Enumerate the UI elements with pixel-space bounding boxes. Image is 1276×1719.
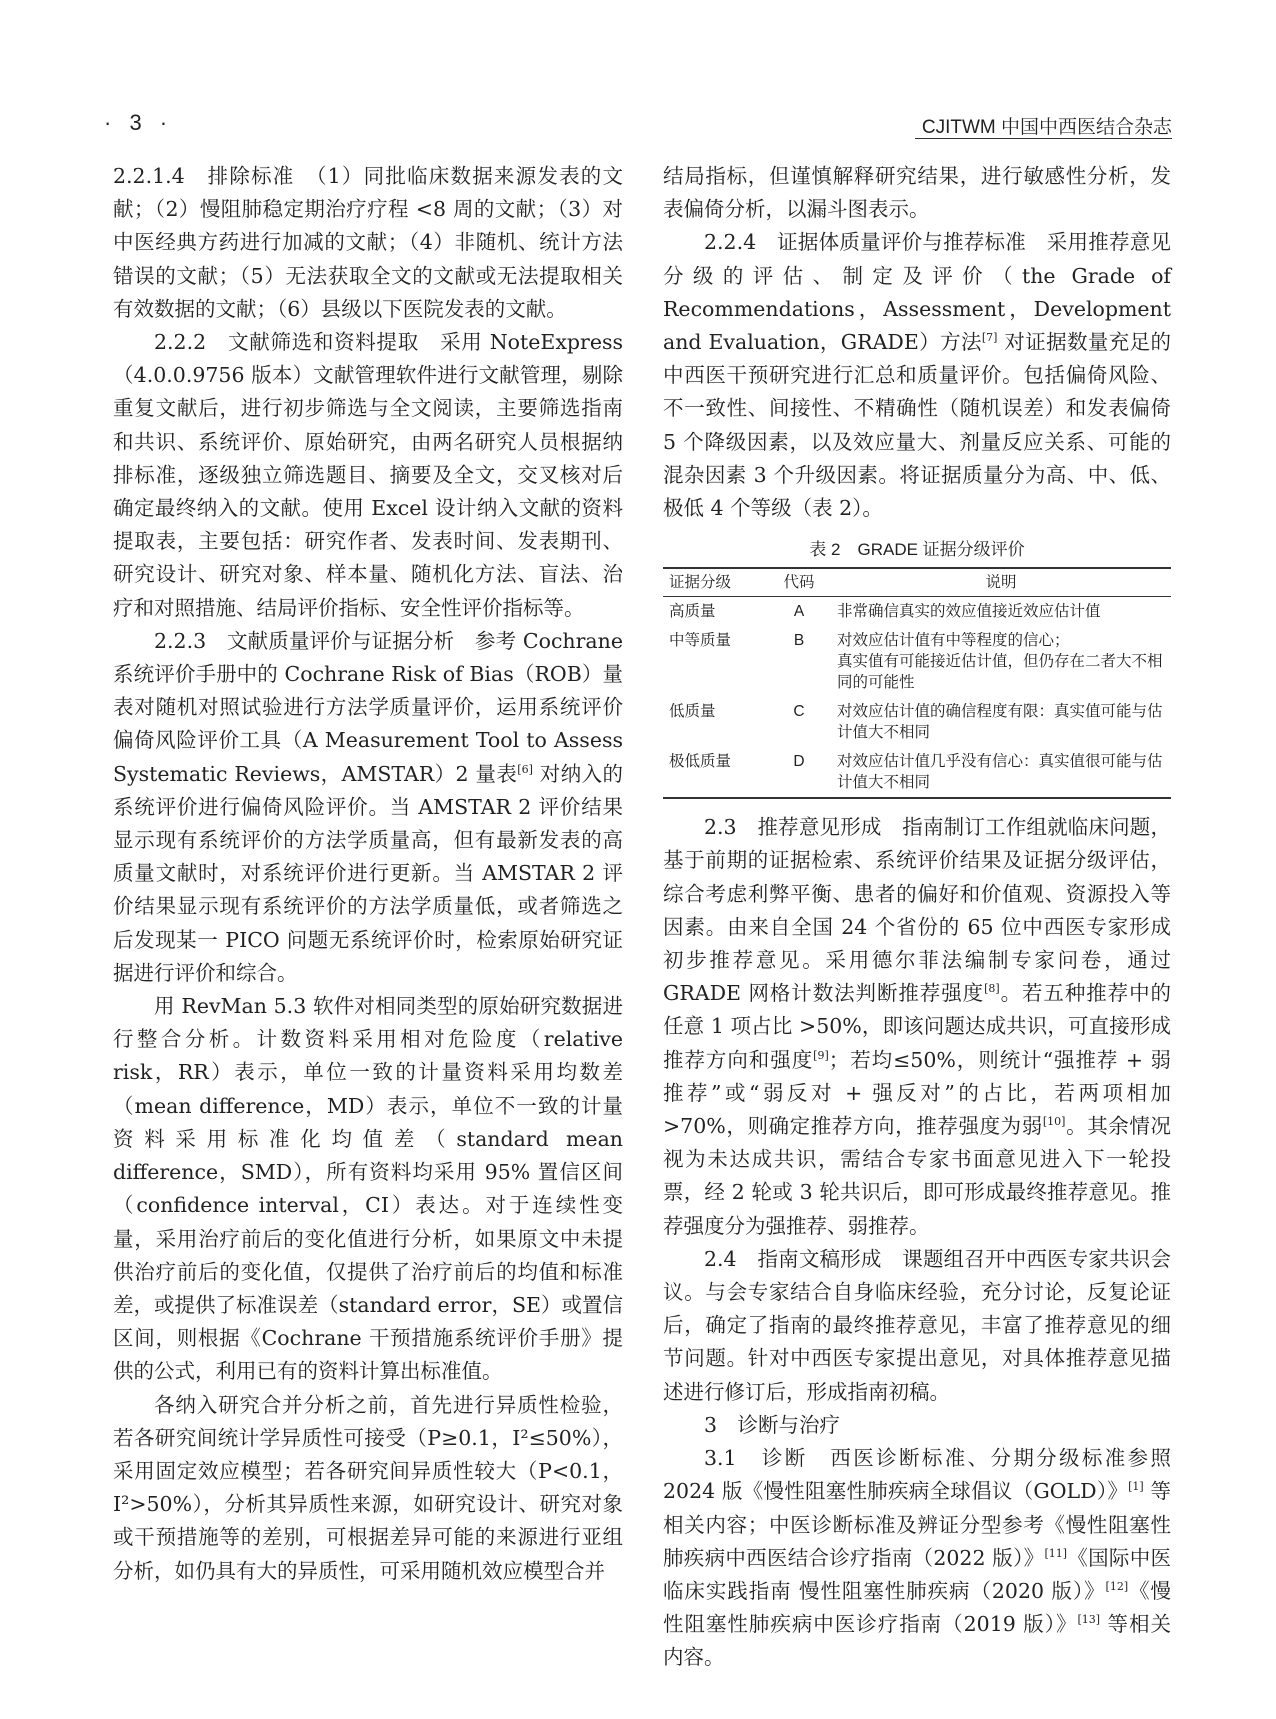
para-diagnosis: 3.1 诊断 西医诊断标准、分期分级标准参照 2024 版《慢性阻塞性肺疾病全球倡议（GOLD）》[1] 等相关内容；中医诊断标准及辨证分型参考《慢性阻塞性肺疾病中西医结合诊疗指南（2022 版）》[11]《国际中医临床实践指南 慢性阻塞性肺疾病（2020 版）》[12]《慢性阻塞性肺疾病中医诊疗指南（2019 版）》[13] 等相关内容。 <box>663 1446 1172 1670</box>
cell-description: 对效应估计值的确信程度有限：真实值可能与估计值大不相同 <box>837 702 1163 742</box>
journal-title: CJITWM 中国中西医结合杂志 <box>921 117 1172 138</box>
col-header-description: 说明 <box>831 568 1171 597</box>
cell-code: A <box>793 603 805 621</box>
page-number: · 3 · <box>104 110 174 135</box>
cell-level: 极低质量 <box>663 747 767 798</box>
cell-code: B <box>793 632 805 650</box>
cell-description: 对效应估计值有中等程度的信心； 真实值有可能接近估计值，但仍存在二者大不相同的可能性 <box>837 631 1163 692</box>
header-rule <box>915 138 1172 139</box>
cell-level: 中等质量 <box>669 631 732 650</box>
para-literature-screening: 2.2.2 文献筛选和资料提取 采用 NoteExpress（4.0.0.9756 版本）文献管理软件进行文献管理，剔除重复文献后，进行初步筛选与全文阅读，主要筛选指南和共识、系统评价、原始研究，由两名研究人员根据纳排标准，逐级独立筛选题目、摘要及全文，交叉核对后确定最终纳入的文献。使用 Excel 设计纳入文献的资料提取表，主要包括：研究作者、发表时间、发表期刊、研究设计、研究对象、样本量、随机化方法、盲法、治疗和对照措施、结局评价指标、安全性评价指标等。 <box>113 330 623 620</box>
table-row <box>663 626 1171 697</box>
para-quality-evaluation: 2.2.3 文献质量评价与证据分析 参考 Cochrane 系统评价手册中的 Cochrane Risk of Bias（ROB）量表对随机对照试验进行方法学质量评价，运用系统评价偏倚风险评价工具（A Measurement Tool to Assess Systematic Reviews，AMSTAR）2 量表[6] 对纳入的系统评价进行偏倚风险评价。当 AMSTAR 2 评价结果显示现有系统评价的方法学质量高，但有最新发表的高质量文献时，对系统评价进行更新。当 AMSTAR 2 评价结果显示现有系统评价的方法学质量低，或者筛选之后发现某一 PICO 问题无系统评价时，检索原始研究证据进行评价和综合。 <box>113 628 623 985</box>
table-row <box>663 597 1171 627</box>
cell-code: C <box>793 703 805 721</box>
section-heading-diagnosis-treatment: 3 诊断与治疗 <box>704 1412 841 1437</box>
col-header-code: 代码 <box>767 568 831 597</box>
para-outcome-continuation: 结局指标，但谨慎解释研究结果，进行敏感性分析，发表偏倚分析，以漏斗图表示。 <box>663 164 1171 222</box>
cell-description: 对效应估计值几乎没有信心：真实值很可能与估计值大不相同 <box>831 747 1171 798</box>
col-header-level: 证据分级 <box>663 568 767 597</box>
cell-code: D <box>767 747 831 798</box>
para-recommendation-formation: 2.3 推荐意见形成 指南制订工作组就临床问题，基于前期的证据检索、系统评价结果及证据分级评估，综合考虑利弊平衡、患者的偏好和价值观、资源投入等因素。由来自全国 24 个省份的 65 位中西医专家形成初步推荐意见。采用德尔菲法编制专家问卷，通过 GRADE 网格计数法判断推荐强度[8]。若五种推荐中的任意 1 项占比 >50%，即该问题达成共识，可直接形成推荐方向和强度[9]；若均≤50%，则统计“强推荐 + 弱推荐”或“弱反对 + 强反对”的占比，若两项相加 >70%，则确定推荐方向，推荐强度为弱[10]。其余情况视为未达成共识，需结合专家书面意见进入下一轮投票，经 2 轮或 3 轮共识后，即可形成最终推荐意见。推荐强度分为强推荐、弱推荐。 <box>663 815 1171 1238</box>
para-exclusion-criteria: 2.2.1.4 排除标准 （1）同批临床数据来源发表的文献；（2）慢阻肺稳定期治疗疗程 <8 周的文献；（3）对中医经典方药进行加减的文献；（4）非随机、统计方法错误的文献；（5）无法获取全文的文献或无法提取相关有效数据的文献；（6）县级以下医院发表的文献。 <box>113 164 623 321</box>
table-row <box>663 697 1171 747</box>
right-column <box>663 160 1171 1675</box>
cell-level: 高质量 <box>669 602 716 621</box>
table-2-title: 表 2 GRADE 证据分级评价 <box>809 540 1025 560</box>
para-revman-analysis: 用 RevMan 5.3 软件对相同类型的原始研究数据进行整合分析。计数资料采用相对危险度（relative risk，RR）表示，单位一致的计量资料采用均数差（mean difference，MD）表示，单位不一致的计量资料采用标准化均值差（standard mean difference，SMD），所有资料均采用 95% 置信区间（confidence interval，CI）表达。对于连续性变量，采用治疗前后的变化值进行分析，如果原文中未提供治疗前后的变化值，仅提供了治疗前后的均值和标准差，或提供了标准误差（standard error，SE）或置信区间，则根据《Cochrane 干预措施系统评价手册》提供的公式，利用已有的资料计算出标准值。 <box>113 994 623 1384</box>
left-column <box>113 160 623 1588</box>
cell-description: 非常确信真实的效应值接近效应估计值 <box>837 602 1101 621</box>
para-guideline-draft: 2.4 指南文稿形成 课题组召开中西医专家共识会议。与会专家结合自身临床经验，充分讨论，反复论证后，确定了指南的最终推荐意见，丰富了推荐意见的细节问题。针对中西医专家提出意见，对具体推荐意见描述进行修订后，形成指南初稿。 <box>663 1246 1171 1404</box>
grade-table <box>663 567 1171 799</box>
para-heterogeneity-test: 各纳入研究合并分析之前，首先进行异质性检验，若各研究间统计学异质性可接受（P≥0.1，I²≤50%），采用固定效应模型；若各研究间异质性较大（P<0.1，I²>50%），分析其异质性来源，如研究设计、研究对象或干预措施等的差别，可根据差异可能的来源进行亚组分析，如仍具有大的异质性，可采用随机效应模型合并 <box>113 1392 623 1583</box>
table-header-row <box>663 568 1171 597</box>
table-row <box>663 747 1171 798</box>
para-grade-method: 2.2.4 证据体质量评价与推荐标准 采用推荐意见分级的评估、制定及评价（the Grade of Recommendations，Assessment，Development and Evaluation，GRADE）方法[7] 对证据数量充足的中西医干预研究进行汇总和质量评价。包括偏倚风险、不一致性、间接性、不精确性（随机误差）和发表偏倚 5 个降级因素，以及效应量大、剂量反应关系、可能的混杂因素 3 个升级因素。将证据质量分为高、中、低、极低 4 个等级（表 2）。 <box>663 230 1171 521</box>
cell-level: 低质量 <box>669 702 716 721</box>
